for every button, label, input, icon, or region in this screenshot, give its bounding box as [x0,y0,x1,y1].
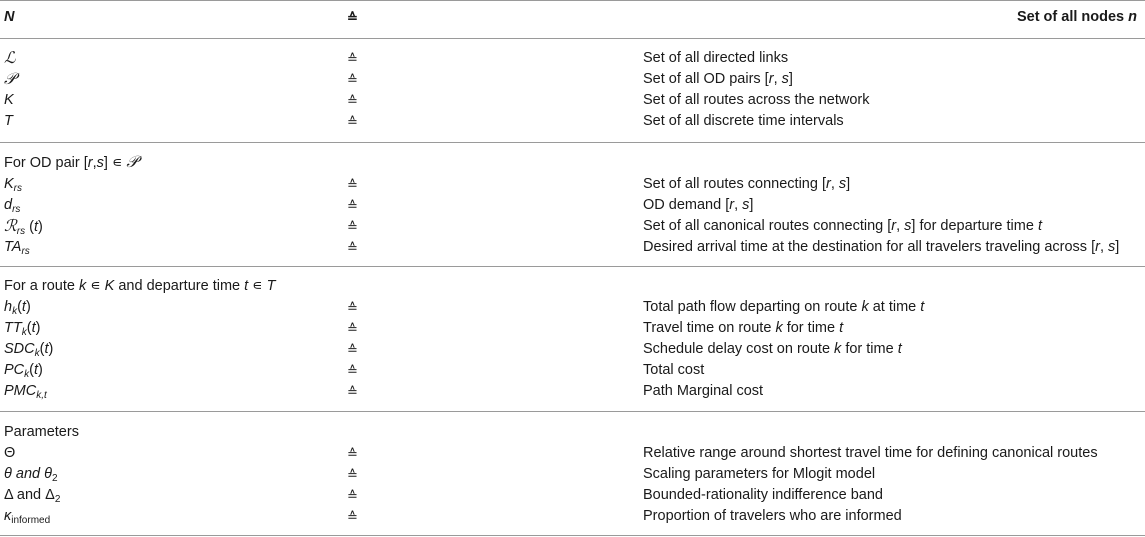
table-row [0,485,1145,506]
symbol-cell: $TT_k(t)$ [4,320,41,338]
definition-cell: Scaling parameters for Mlogit model [643,466,876,482]
relation-cell: ≙ [347,488,358,503]
definition-cell: Travel time on route k for time t [643,320,844,336]
group-title-row [0,422,1145,443]
definition-cell: Set of all OD pairs [r, s] [643,71,793,87]
symbol-cell: $PMC_{k,t}$ [4,383,47,401]
symbol-cell: T [4,113,13,129]
relation-cell: ≙ [347,93,358,108]
table-row [0,381,1145,402]
symbol-cell: $PC_k(t)$ [4,362,43,380]
definition-cell: Bounded-rationality indifference band [643,487,883,503]
relation-cell: ≙ [347,509,358,524]
definition-cell: Set of all routes connecting [r, s] [643,176,851,192]
group-rule [0,266,1145,267]
relation-cell: ≙ [347,467,358,482]
group-title-row [0,276,1145,297]
table-row [0,69,1145,90]
symbol-cell: θ and $\theta_2$ [4,466,58,484]
table-row [0,90,1145,111]
group-title: Parameters [4,424,79,440]
relation-cell: ≙ [347,321,358,336]
relation-cell: ≙ [347,114,358,129]
definition-cell: Total path flow departing on route k at time t [643,299,925,315]
relation-cell: ≙ [347,342,358,357]
table-row [0,111,1145,132]
relation-cell: ≙ [347,177,358,192]
relation-cell: ≙ [347,240,358,255]
table-row [0,237,1145,258]
definition-cell: Set of all routes across the network [643,92,870,108]
definition-cell: Total cost [643,362,705,378]
group-rule [0,411,1145,412]
definition-cell: Schedule delay cost on route k for time t [643,341,902,357]
top-rule [0,0,1145,1]
table-row [0,195,1145,216]
symbol-cell: $TA_{rs}$ [4,239,30,257]
table-row [0,318,1145,339]
symbol-cell: ℒ [4,50,16,67]
relation-cell: ≙ [347,198,358,213]
relation-cell: ≙ [347,384,358,399]
relation-cell: ≙ [347,363,358,378]
table-row [0,464,1145,485]
table-row [0,506,1145,527]
group-title: For a route k ∊ K and departure time t ∊ T [4,278,276,294]
symbol-cell: $SDC_k(t)$ [4,341,54,359]
table-row [0,443,1145,464]
header-relation: ≙ [347,10,358,25]
definition-cell: Set of all canonical routes connecting [r, s] for departure time t [643,218,1042,234]
header-definition: Set of all nodes n [1016,9,1137,25]
symbol-cell: $K_{rs}$ [4,176,23,194]
definition-cell: Desired arrival time at the destination for all travelers traveling across [r, s] [643,239,1120,255]
definition-cell: Proportion of travelers who are informed [643,508,902,524]
definition-cell: Path Marginal cost [643,383,764,399]
header-symbol: N [4,9,15,25]
table-row [0,339,1145,360]
symbol-cell: Θ [4,445,16,461]
header-row [0,7,1145,28]
definition-cell: OD demand [r, s] [643,197,754,213]
symbol-cell: $d_{rs}$ [4,197,21,215]
table-row [0,216,1145,237]
relation-cell: ≙ [347,51,358,66]
group-rule [0,142,1145,143]
symbol-cell: $h_k(t)$ [4,299,31,317]
relation-cell: ≙ [347,219,358,234]
relation-cell: ≙ [347,300,358,315]
symbol-cell: 𝒫 [4,71,16,88]
table-row [0,297,1145,318]
group-title: For OD pair [r,s] ∊ 𝒫 [4,154,138,171]
table-row [0,48,1145,69]
group-title-row [0,152,1145,173]
definition-cell: Relative range around shortest travel time for defining canonical routes [643,445,1098,461]
symbol-cell: K [4,92,14,108]
table-row [0,360,1145,381]
relation-cell: ≙ [347,72,358,87]
relation-cell: ≙ [347,446,358,461]
symbol-cell: $\kappa_{informed}$ [4,508,51,526]
header-rule [0,38,1145,39]
bottom-rule [0,535,1145,536]
symbol-cell: Δ and $\Delta_2$ [4,487,61,505]
table-row [0,174,1145,195]
definition-cell: Set of all discrete time intervals [643,113,844,129]
definition-cell: Set of all directed links [643,50,789,66]
symbol-cell: ℛ$_{rs}$ (t) [4,218,43,237]
